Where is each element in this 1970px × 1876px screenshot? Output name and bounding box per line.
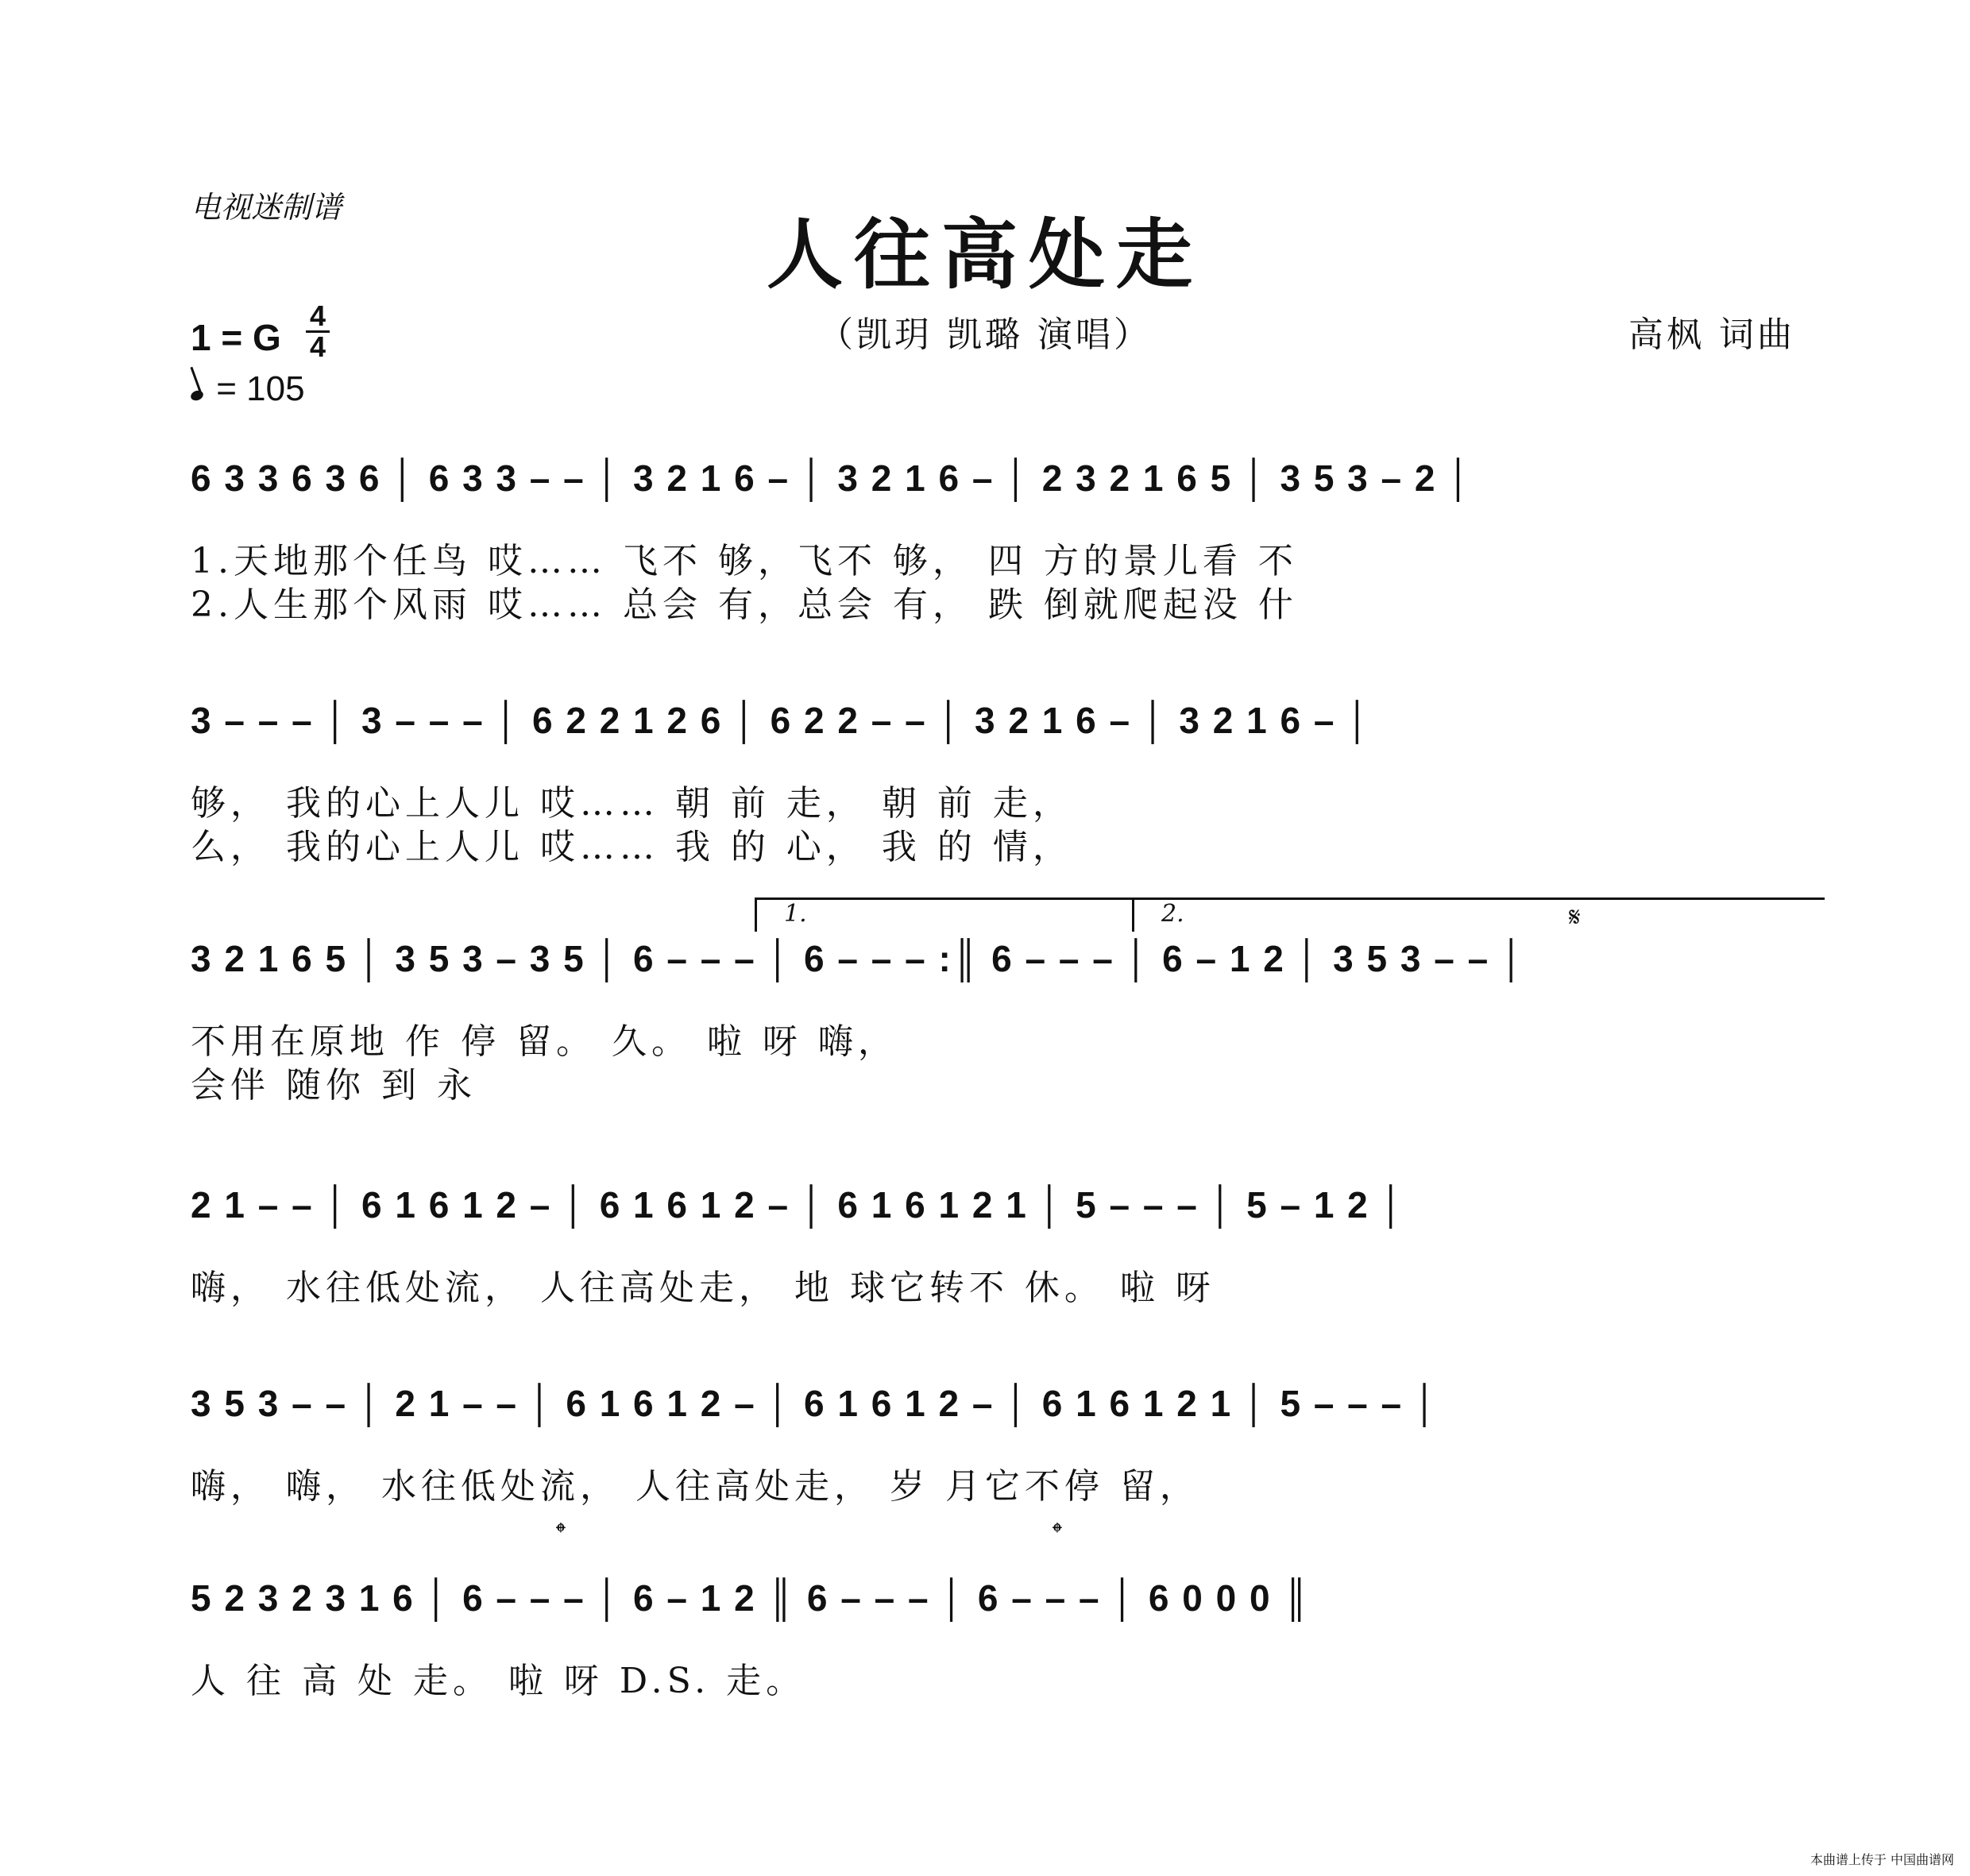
lyric-line-1-verse-1: 1.天地那个任鸟 哎…… 飞不 够，飞不 够， 四 方的景儿看 不 bbox=[191, 541, 1298, 581]
lyric-line-4: 嗨， 水往低处流， 人往高处走， 地 球它转不 休。 啦 呀 bbox=[191, 1268, 1215, 1308]
lyric-line-6: 人 往 高 处 走。 啦 呀 D.S. 走。 bbox=[191, 1661, 806, 1701]
lyric-line-2-verse-1: 够， 我的心上人儿 哎…… 朝 前 走， 朝 前 走， bbox=[191, 783, 1072, 824]
quarter-note-icon bbox=[189, 389, 204, 403]
site-watermark: 本曲谱上传于 中国曲谱网 bbox=[1810, 1852, 1954, 1867]
second-ending-bracket: 2. bbox=[1132, 897, 1825, 932]
system-1 bbox=[191, 457, 1795, 625]
time-signature bbox=[306, 299, 330, 363]
coda-icon-2: 𝄌 bbox=[1053, 1517, 1062, 1549]
system-5 bbox=[191, 1382, 1795, 1507]
system-2 bbox=[191, 699, 1795, 867]
time-signature-top: 4 bbox=[309, 299, 326, 332]
tempo-marking bbox=[191, 369, 305, 409]
song-title: 人往高处走 bbox=[767, 210, 1203, 299]
system-4 bbox=[191, 1183, 1795, 1308]
notes-line-4: 2 1 – – │ 6 1 6 1 2 – │ 6 1 6 1 2 – │ 6 1 6 1 2 1 │ 5 – – – │ 5 – 1 2 │ bbox=[191, 1184, 1406, 1226]
lyric-line-5: 嗨， 嗨， 水往低处流， 人往高处走， 岁 月它不停 留， bbox=[191, 1466, 1199, 1507]
notes-line-1: 6 3 3 6 3 6 │ 6 3 3 – – │ 3 2 1 6 – │ 3 2 1 6 – │ 2 3 2 1 6 5 │ 3 5 3 – 2 │ bbox=[191, 457, 1474, 499]
notes-line-5: 3 5 3 – – │ 2 1 – – │ 6 1 6 1 2 – │ 6 1 6 1 2 – │ 6 1 6 1 2 1 │ 5 – – – │ bbox=[191, 1383, 1439, 1424]
arranger-credit: 电视迷制谱 bbox=[191, 190, 342, 225]
tempo-value: = 105 bbox=[216, 369, 305, 408]
system-6 bbox=[191, 1517, 1795, 1701]
key-signature: 1 = G bbox=[191, 317, 281, 358]
notes-line-2: 3 – – – │ 3 – – – │ 6 2 2 1 2 6 │ 6 2 2 – – │ 3 2 1 6 – │ 3 2 1 6 – │ bbox=[191, 700, 1372, 741]
lyric-line-2-verse-2: 么， 我的心上人儿 哎…… 我 的 心， 我 的 情， bbox=[191, 827, 1072, 867]
notes-line-6: 5 2 3 2 3 1 6 │ 6 – – – │ 6 – 1 2 ║ 6 – – – │ 6 – – – │ 6 0 0 0 ║ bbox=[191, 1577, 1311, 1619]
system-3 bbox=[191, 900, 1795, 1106]
composer-credit: 高枫 词曲 bbox=[1628, 315, 1795, 355]
performers: （凯玥 凯璐 演唱） bbox=[818, 315, 1152, 355]
lyric-line-3-verse-2: 会伴 随你 到 永 bbox=[191, 1065, 477, 1106]
segno-icon: 𝄋 bbox=[1569, 901, 1581, 933]
notes-line-3: 3 2 1 6 5 │ 3 5 3 – 3 5 │ 6 – – – │ 6 – – – :║ 6 – – – │ 6 – 1 2 │ 3 5 3 – – │ bbox=[191, 938, 1526, 979]
lyric-line-3-verse-1: 不用在原地 作 停 留。 久。 啦 呀 嗨， bbox=[191, 1021, 898, 1062]
lyric-line-1-verse-2: 2.人生那个风雨 哎…… 总会 有，总会 有， 跌 倒就爬起没 什 bbox=[191, 585, 1298, 625]
first-ending-bracket: 1. bbox=[755, 897, 1157, 932]
coda-icon: 𝄌 bbox=[556, 1517, 566, 1549]
time-signature-bottom: 4 bbox=[309, 330, 326, 363]
